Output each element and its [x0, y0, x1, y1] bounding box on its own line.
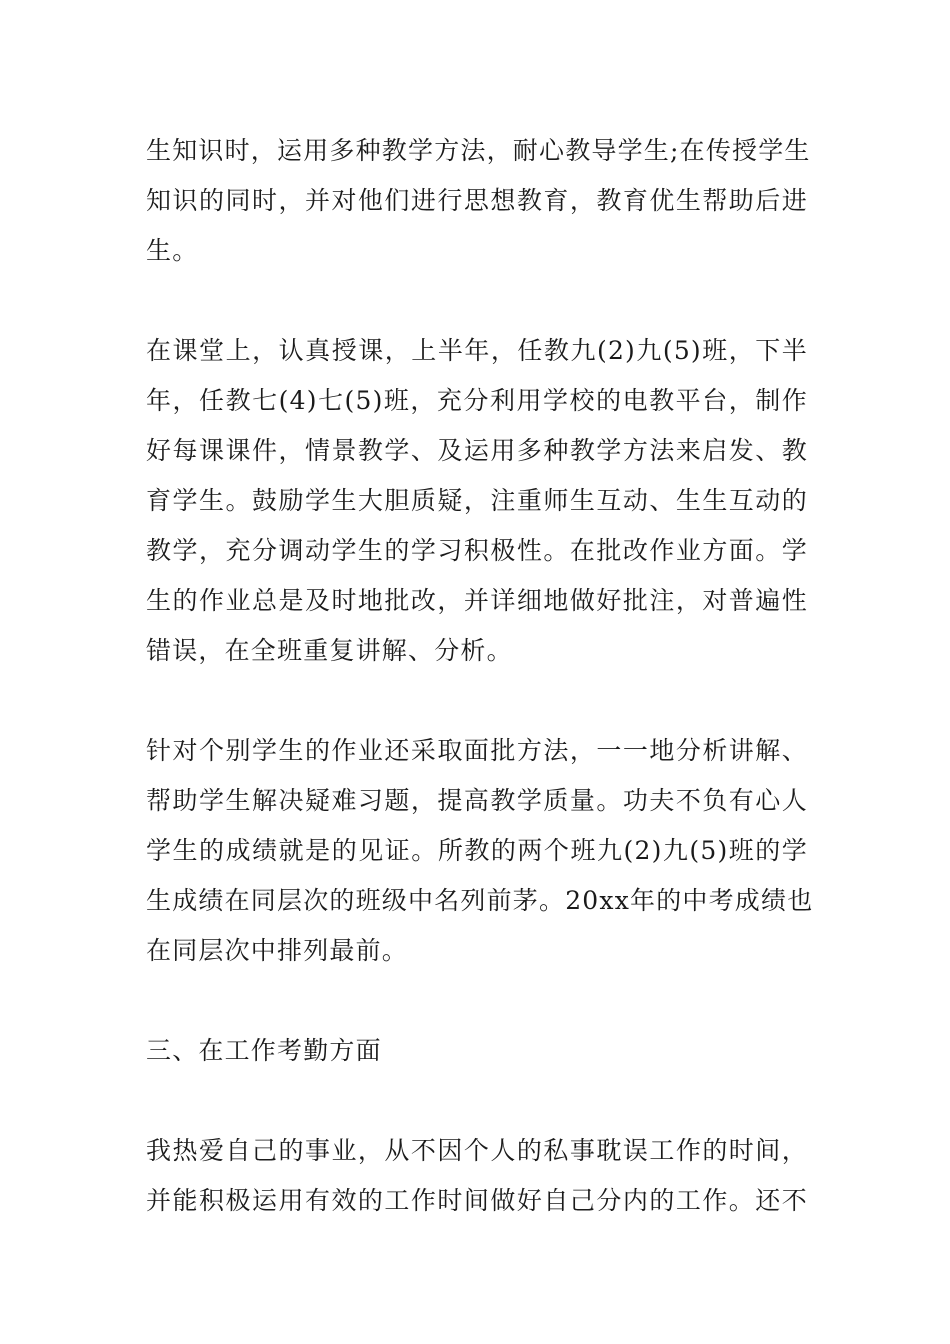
- text-line: 错误，在全班重复讲解、分析。: [146, 636, 513, 665]
- heading-line: 三、在工作考勤方面: [146, 1036, 382, 1065]
- text-line: 在课堂上，认真授课，上半年，任教九(2)九(5)班，下半: [146, 336, 808, 365]
- text-line: 并能积极运用有效的工作时间做好自己分内的工作。还不: [146, 1186, 808, 1215]
- text-line: 针对个别学生的作业还采取面批方法，一一地分析讲解、: [146, 736, 808, 765]
- text-line: 学生的成绩就是的见证。所教的两个班九(2)九(5)班的学: [146, 836, 808, 865]
- text-line: 生的作业总是及时地批改，并详细地做好批注，对普遍性: [146, 586, 808, 615]
- text-line: 我热爱自己的事业，从不因个人的私事耽误工作的时间，: [146, 1136, 808, 1165]
- paragraph-1: [146, 126, 811, 276]
- text-line: 生。: [146, 236, 199, 265]
- paragraph-5: [146, 1126, 808, 1226]
- text-line: 年，任教七(4)七(5)班，充分利用学校的电教平台，制作: [146, 386, 808, 415]
- paragraph-spacer: [146, 276, 808, 326]
- text-line: 育学生。鼓励学生大胆质疑，注重师生互动、生生互动的: [146, 486, 808, 515]
- paragraph-spacer: [146, 976, 808, 1026]
- paragraph-3: [146, 726, 814, 976]
- document-body: [146, 126, 814, 1226]
- text-line: 教学，充分调动学生的学习积极性。在批改作业方面。学: [146, 536, 808, 565]
- text-line: 好每课课件，情景教学、及运用多种教学方法来启发、教: [146, 436, 808, 465]
- text-line: 生知识时，运用多种教学方法，耐心教导学生;在传授学生: [146, 136, 811, 165]
- paragraph-spacer: [146, 676, 808, 726]
- text-line: 在同层次中排列最前。: [146, 936, 409, 965]
- paragraph-spacer: [146, 1076, 808, 1126]
- text-line: 生成绩在同层次的班级中名列前茅。20xx年的中考成绩也: [146, 886, 814, 915]
- text-line: 知识的同时，并对他们进行思想教育，教育优生帮助后进: [146, 186, 808, 215]
- section-heading: [146, 1026, 808, 1076]
- text-line: 帮助学生解决疑难习题，提高教学质量。功夫不负有心人: [146, 786, 808, 815]
- paragraph-2: [146, 326, 808, 676]
